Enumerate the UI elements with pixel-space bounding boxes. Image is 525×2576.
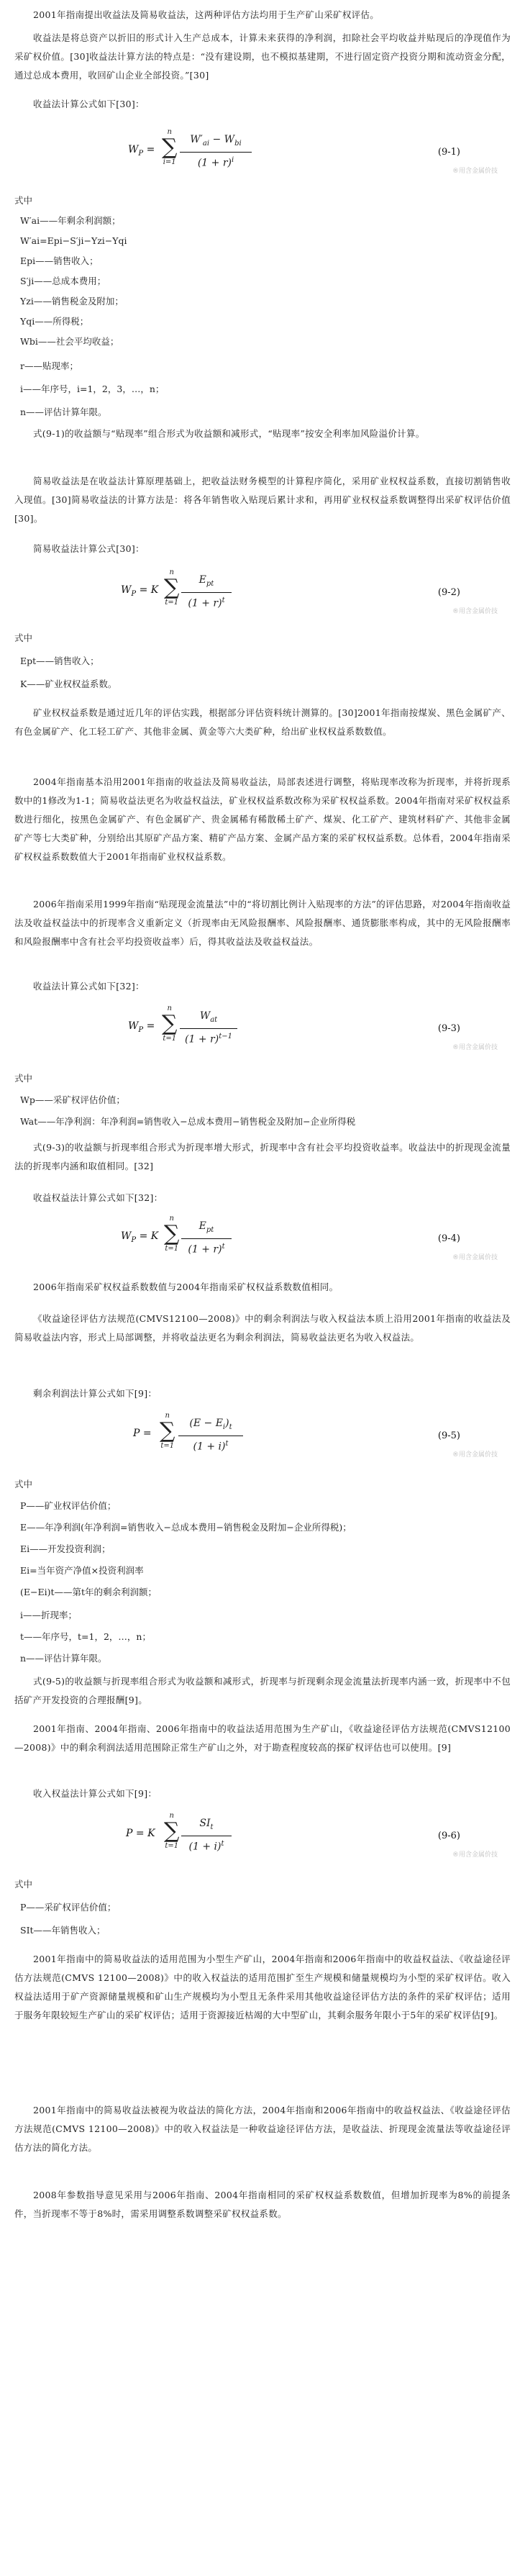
paragraph: 2006年指南采矿权权益系数数值与2004年指南采矿权权益系数数值相同。 (33, 1282, 339, 1292)
formula-fraction: $W'_{ai} - W_{bi}$ $(1 + r)^i$ (180, 132, 252, 170)
watermark: ®用含金属价技 (452, 1451, 498, 1459)
paragraph: 2001年指南、2004年指南、2006年指南中的收益法适用范围为生产矿山，《收益途径评估方法规范(CMVS12100—2008)》中的剩余利润法适用范围除正常生产矿山之外，对于勘查程度较高的探矿权评估也可以使用。[9] (14, 1723, 511, 1753)
formula-fraction: $E_{pt}$ $(1 + r)^t$ (181, 573, 232, 610)
watermark: ®用含金属价技 (452, 1851, 498, 1859)
def-line: Yzi——销售税金及附加； (20, 296, 124, 307)
def-line: K——矿业权权益系数。 (20, 679, 117, 689)
def-line: Ei=当年资产净值×投资利润率 (20, 1565, 144, 1576)
def-line: W′ai=Epi−S′ji−Yzi−Yqi (20, 235, 127, 246)
watermark: ®用含金属价技 (452, 608, 498, 615)
paragraph: 2001年指南中的简易收益法的适用范围为小型生产矿山，2004年指南和2006年指南中的收益权益法、《收益途径评估方法规范(CMVS 12100—2008)》中的收入权益法的适用范围扩至生产规模和储量规模均为小型的采矿权评估。收入权益法适用于矿产资源储量规模和矿山生产规模均为小型且无条件采用其他收益途径评估方法的条件的采矿权评估；适用于服务年限较短生产矿山的采矿权评估；适用于资源接近枯竭的大中型矿山，其剩余服务年限小于5年的采矿权评估[9]。 (14, 1954, 511, 2021)
formula-number: (9-2) (437, 587, 460, 598)
def-line: W′ai——年剩余利润额； (20, 215, 121, 226)
formula-fraction: $E_{pt}$ $(1 + r)^t$ (181, 1219, 232, 1256)
def-line: P——矿业权评估价值； (20, 1500, 117, 1511)
paragraph: 2001年指南中的简易收益法被视为收益法的简化方法，2004年指南和2006年指南中的收益权益法、《收益途径评估方法规范(CMVS 12100—2008)》中的收入权益法是一种收益途径评估方法，是收益法、折现现金流量法等收益途径评估方法的简化方法。 (14, 2105, 511, 2153)
defs-head: 式中 (14, 1073, 33, 1084)
paragraph: 2004年指南基本沿用2001年指南的收益法及简易收益法，局部表述进行调整，将贴现率改称为折现率，并将折现系数中的1修改为1-1；简易收益法更名为收益权益法，矿业权权益系数改称为采矿权权益系数。2004年指南对采矿权权益系数进行细化，按黑色金属矿产、有色金属矿产、贵金属稀有稀散稀土矿产、煤炭、化工矿产、建筑材料矿产、其他非金属矿产等七大类矿种，分别给出其原矿产品方案、精矿产品方案、金属产品方案的采矿权权益系数。总体看，2004年指南采矿权权益系数数值大于2001年指南矿业权权益系数。 (14, 776, 511, 862)
watermark: ®用含金属价技 (452, 1254, 498, 1261)
def-line: P——采矿权评估价值； (20, 1902, 117, 1913)
paragraph: 式(9-1)的收益额与“贴现率”组合形式为收益额和减形式，“贴现率”按安全利率加风险溢价计算。 (33, 428, 425, 439)
def-line: S′ji——总成本费用； (20, 276, 106, 286)
defs-head: 式中 (14, 632, 33, 643)
sum-symbol: n ∑ t=1 (164, 1812, 180, 1850)
def-line: E——年净利润(年净利润=销售收入−总成本费用−销售税金及附加−企业所得税)； (20, 1522, 352, 1533)
paragraph: 2001年指南提出收益法及简易收益法，这两种评估方法均用于生产矿山采矿权评估。 (33, 9, 380, 20)
def-line: Ei——开发投资利润； (20, 1543, 111, 1554)
formula-lhs-sub: P (138, 149, 144, 158)
paragraph: 简易收益法是在收益法计算原理基础上，把收益法财务模型的计算程序简化，采用矿业权权益系数，直接切割销售收入现值。[30]简易收益法的计算方法是：将各年销售收入贴现后累计求和，再用矿业权权益系数调整得出采矿权评估价值[30]。 (14, 476, 511, 524)
def-line: n——评估计算年限。 (20, 1653, 107, 1664)
sum-symbol: n ∑ t=1 (162, 1004, 178, 1043)
formula-coefficient: K (150, 584, 159, 596)
paragraph: 2008年参数指导意见采用与2006年指南、2004年指南相同的采矿权权益系数数值，但增加折现率为8%的前提条件，当折现率不等于8%时，需采用调整系数调整采矿权权益系数。 (14, 2190, 511, 2219)
sum-symbol: n ∑ t=1 (160, 1412, 175, 1450)
paragraph: 收益法计算公式如下[32]： (33, 981, 145, 992)
paragraph: 收益权益法计算公式如下[32]： (33, 1192, 163, 1203)
formula-number: (9-6) (437, 1831, 460, 1841)
formula-9-2: $W_P = K$ n ∑ t=1 $E_{pt}$ $(1 + r)^t$ (9-2) ®用含金属价技 (121, 568, 498, 615)
formula-9-1: $W_P$ = n ∑ i=1 $W'_{ai} - W_{bi}$ $(1 + r)^i$ (9-1) ®用含金属价技 (128, 128, 498, 175)
formula-number: (9-5) (437, 1430, 460, 1441)
paragraph: 矿业权权益系数是通过近几年的评估实践，根据部分评估资料统计测算的。[30]2001年指南按煤炭、黑色金属矿产、有色金属矿产、化工轻工矿产、其他非金属、黄金等六大类矿种，给出矿业权权益系数数值。 (14, 707, 511, 737)
def-line: r——贴现率； (20, 360, 78, 371)
sum-symbol: n ∑ t=1 (164, 1215, 180, 1253)
def-line: t——年序号，t=1，2，…，n； (20, 1631, 151, 1642)
paragraph: 式(9-5)的收益额与折现率组合形式为收益额和减形式，折现率与折现剩余现金流量法折现率内涵一致，折现率中不包括矿产开发投资的合理报酬[9]。 (14, 1676, 511, 1705)
def-line: (E−Ei)t——第t年的剩余利润额； (20, 1587, 158, 1597)
formula-number: (9-4) (437, 1233, 460, 1244)
def-line: Ept——销售收入； (20, 656, 99, 666)
paragraph: 收入权益法计算公式如下[9]： (33, 1788, 158, 1799)
paragraph: 剩余利润法计算公式如下[9]： (33, 1388, 158, 1399)
def-line: i——折现率； (20, 1610, 77, 1620)
paragraph: 简易收益法计算公式[30]： (33, 543, 145, 554)
def-line: Wp——采矿权评估价值； (20, 1094, 125, 1105)
formula-number: (9-1) (437, 147, 460, 158)
watermark: ®用含金属价技 (452, 168, 498, 175)
formula-fraction: $W_{at}$ $(1 + r)^{t-1}$ (180, 1009, 237, 1046)
watermark: ®用含金属价技 (452, 1044, 498, 1051)
formula-fraction: $SI_t$ $(1 + i)^t$ (181, 1816, 232, 1854)
def-line: i——年序号，i=1，2，3，…，n； (20, 384, 165, 394)
formula-9-5: P = n ∑ t=1 $(E - E_i)_t$ $(1 + i)^t$ (9-5) ®用含金属价技 (133, 1412, 498, 1459)
def-line: n——评估计算年限。 (20, 407, 107, 417)
paragraph: 2006年指南采用1999年指南“贴现现金流量法”中的“将切割比例计入贴现率的方法”的评估思路，对2004年指南收益法及收益权益法中的折现率含义重新定义（折现率由无风险报酬率、风险报酬率、通货膨胀率构成，其中的无风险报酬率和风险报酬率中含有社会平均投资收益率）后，得其收益法及收益权益法。 (14, 899, 511, 947)
formula-9-4: $W_P = K$ n ∑ t=1 $E_{pt}$ $(1 + r)^t$ (9-4) ®用含金属价技 (121, 1215, 498, 1261)
def-line: Epi——销售收入； (20, 255, 99, 266)
formula-coefficient: K (150, 1230, 159, 1242)
defs-head: 式中 (14, 1879, 33, 1890)
paragraph: 式(9-3)的收益额与折现率组合形式为折现率增大形式，折现率中含有社会平均投资收益率。收益法中的折现现金流量法的折现率内涵和取值相同。[32] (14, 1142, 511, 1171)
sum-symbol: n ∑ t=1 (164, 568, 180, 607)
formula-number: (9-3) (437, 1023, 460, 1034)
defs-head: 式中 (14, 195, 33, 206)
defs-head: 式中 (14, 1479, 33, 1489)
formula-lhs: W (128, 144, 139, 155)
def-line: Wbi——社会平均收益； (20, 336, 119, 347)
def-line: Yqi——所得税； (20, 316, 89, 327)
formula-coefficient: K (147, 1828, 155, 1839)
paragraph: 收益法是将总资产以折旧的形式计入生产总成本，计算未来获得的净利润，扣除社会平均收益并贴现后的净现值作为采矿权价值。[30]收益法计算方法的特点是：“没有建设期，也不模拟基建期，不进行固定资产投资分期和流动资金分配，通过总成本费用，收回矿山企业全部投资。”[30] (14, 32, 511, 81)
sum-symbol: n ∑ i=1 (162, 128, 178, 166)
paragraph: 《收益途径评估方法规范(CMVS12100—2008)》中的剩余利润法与收入权益法本质上沿用2001年指南的收益法及简易收益法内容，形式上局部调整，并将收益法更名为剩余利润法，简易收益法更名为收入权益法。 (14, 1313, 511, 1343)
def-line: SIt——年销售收入； (20, 1925, 106, 1936)
formula-9-6: P = K n ∑ t=1 $SI_t$ $(1 + i)^t$ (9-6) ®用含金属价技 (126, 1812, 498, 1859)
paragraph: 收益法计算公式如下[30]： (33, 99, 145, 109)
formula-9-3: $W_P$ = n ∑ t=1 $W_{at}$ $(1 + r)^{t-1}$ (9-3) ®用含金属价技 (128, 1004, 498, 1051)
formula-fraction: $(E - E_i)_t$ $(1 + i)^t$ (178, 1416, 243, 1453)
def-line: Wat——年净利润：年净利润=销售收入−总成本费用−销售税金及附加−企业所得税 (20, 1116, 356, 1127)
